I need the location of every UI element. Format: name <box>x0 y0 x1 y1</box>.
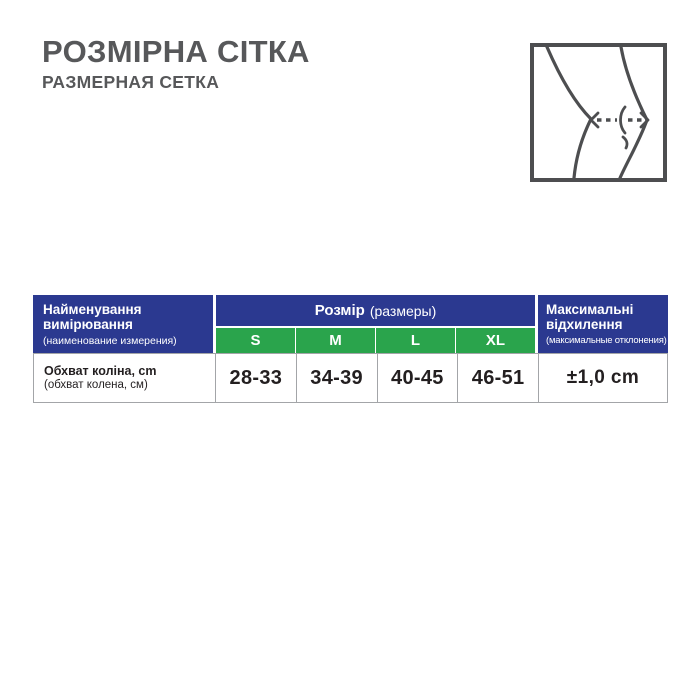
measure-arrow-right <box>641 113 648 127</box>
deviation-header-ru: (максимальные отклонения) <box>546 335 667 347</box>
table-data-row <box>33 353 668 403</box>
knee-measurement-icon <box>530 43 667 182</box>
deviation-header-cell <box>538 295 668 353</box>
table-header <box>33 295 668 353</box>
measurement-header-ua: Найменування вимірювання <box>43 302 142 333</box>
value-size-l: 40-45 <box>377 354 458 402</box>
value-size-m: 34-39 <box>296 354 377 402</box>
measurement-header-cell <box>33 295 213 353</box>
size-label-xl: XL <box>456 328 535 353</box>
value-size-s: 28-33 <box>215 354 296 402</box>
kneecap-arc <box>621 107 626 133</box>
sizes-header-cell <box>216 295 535 353</box>
page-titles <box>42 36 310 92</box>
leg-front-outline <box>620 47 647 178</box>
size-labels-row <box>216 328 535 353</box>
value-size-xl: 46-51 <box>457 354 538 402</box>
size-label-l: L <box>376 328 455 353</box>
measure-arrow-left <box>591 113 598 127</box>
measurement-name-ua: Обхват коліна, cm <box>44 363 157 378</box>
measurement-header-ru: (наименование измерения) <box>43 335 177 348</box>
measurement-name-cell <box>34 354 215 402</box>
value-deviation: ±1,0 cm <box>538 354 667 402</box>
measurement-name-ru: (обхват колена, см) <box>44 378 148 391</box>
page-title-ua: РОЗМІРНА СІТКА <box>42 34 310 69</box>
size-label-m: M <box>296 328 375 353</box>
page-title-ru: РАЗМЕРНАЯ СЕТКА <box>42 72 220 92</box>
size-header-title <box>216 295 535 326</box>
kneecap-tick <box>623 137 627 148</box>
size-header-ua: Розмір <box>314 302 365 319</box>
size-label-s: S <box>216 328 295 353</box>
leg-back-outline <box>547 47 591 178</box>
deviation-header-ua: Максимальні відхилення <box>546 302 634 333</box>
size-header-ru: (размеры) <box>369 302 437 319</box>
size-table <box>33 295 668 403</box>
